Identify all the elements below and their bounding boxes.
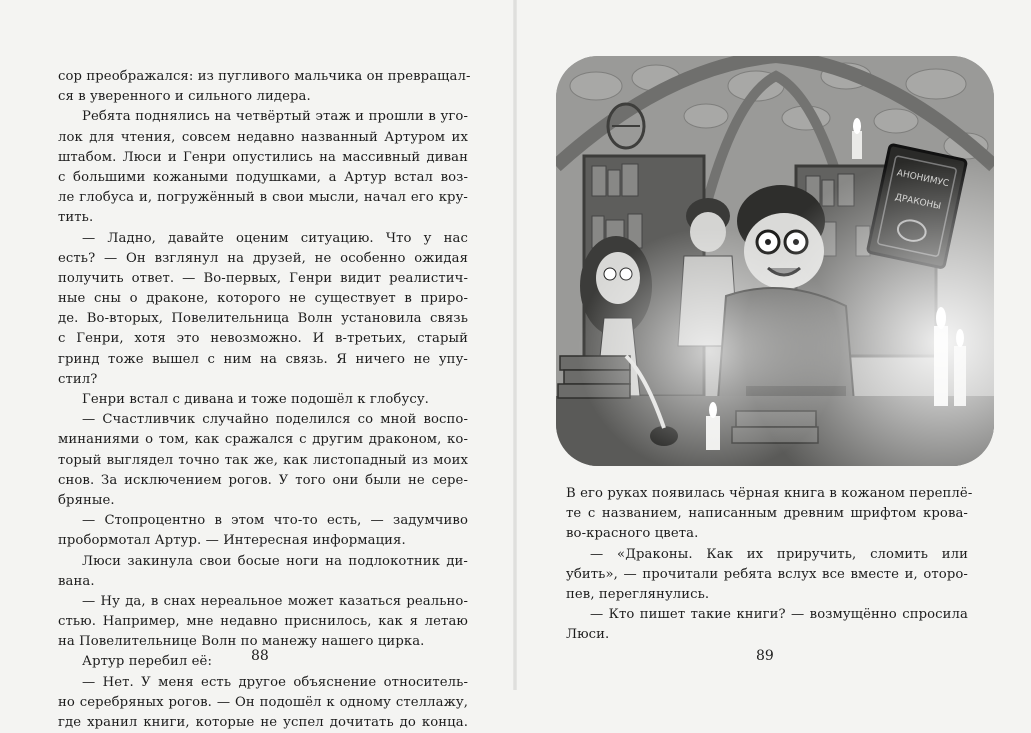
text-line: минаниями о том, как сражался с другим драконом, ко- [58,432,468,448]
text-line: — Стопроцентно в этом что-то есть, — задумчиво [82,513,468,529]
text-line: стью. Например, мне недавно приснилось, как я летаю [58,614,468,630]
text-line: — Счастливчик случайно поделился со мной воспо- [82,412,468,428]
text-line: есть? — Он взглянул на друзей, не особенно ожидая [58,250,468,266]
text-line: где хранил книги, которые не успел дочитать до конца. [58,715,468,730]
text-line: пев, переглянулись. [566,586,710,602]
text-line: но серебряных рогов. — Он подошёл к одному стеллажу, [58,694,468,710]
text-line: Артур перебил её: [82,654,213,670]
text-line: получить ответ. — Во-первых, Генри видит реалистич- [58,270,468,286]
text-line: торый выглядел точно так же, как листопадный из моих [58,452,468,468]
text-line: — Нет. У меня есть другое объяснение относитель- [82,674,468,690]
page-number: 88 [251,648,269,664]
text-line: тить. [58,210,94,226]
text-line: В его руках появилась чёрная книга в кожаном переплё- [566,486,973,501]
text-line: на Повелительнице Волн по манежу нашего цирка. [58,634,425,650]
text-line: вана. [58,573,95,589]
text-line: пробормотал Артур. — Интересная информация. [58,533,406,549]
text-line: сор преображался: из пугливого мальчика он превращал- [58,69,471,84]
text-line: Люси. [566,627,610,643]
text-line: — «Драконы. Как их приручить, сломить или [590,546,968,562]
text-line: те с названием, написанным древним шрифтом крова- [566,506,968,522]
text-line: убить», — прочитали ребята вслух все вместе и, оторо- [566,566,968,582]
page-number: 89 [756,648,774,664]
text-line: Генри встал с дивана и тоже подошёл к глобусу. [82,392,429,407]
text-line: бряные. [58,492,115,508]
text-line: — Ладно, давайте оценим ситуацию. Что у нас [82,230,468,246]
text-line: снов. За исключением рогов. У того они были не сере- [58,472,468,488]
text-line: — Ну да, в снах нереальное может казаться реально- [82,593,468,609]
text-line: ные сны о драконе, которого не существует в приро- [58,291,468,307]
text-line: с большими кожаными подушками, а Артур встал воз- [58,169,468,185]
text-line: штабом. Люси и Генри опустились на массивный диван [58,149,468,165]
text-line: ся в уверенного и сильного лидера. [58,89,311,105]
text-line: ле глобуса и, погружённый в свои мысли, начал его кру- [58,190,468,206]
right-page-text [566,484,973,646]
text-line: с Генри, хотя это невозможно. И в-третьих, старый [58,331,468,347]
text-line: гринд тоже вышел с ним на связь. Я ничего не упу- [58,351,468,367]
text-line: — Кто пишет такие книги? — возмущённо спросила [590,607,968,623]
text-line: де. Во-вторых, Повелительница Волн установила связь [58,311,468,327]
left-page [0,0,514,730]
text-line: Люси закинула свои босые ноги на подлокотник ди- [82,553,468,569]
text-line: стил? [58,371,98,387]
text-line: лок для чтения, совсем недавно названный Артуром их [58,129,468,145]
text-line: во-красного цвета. [566,526,699,542]
text-line: Ребята поднялись на четвёртый этаж и прошли в уго- [82,109,468,125]
left-page-text [58,67,471,733]
